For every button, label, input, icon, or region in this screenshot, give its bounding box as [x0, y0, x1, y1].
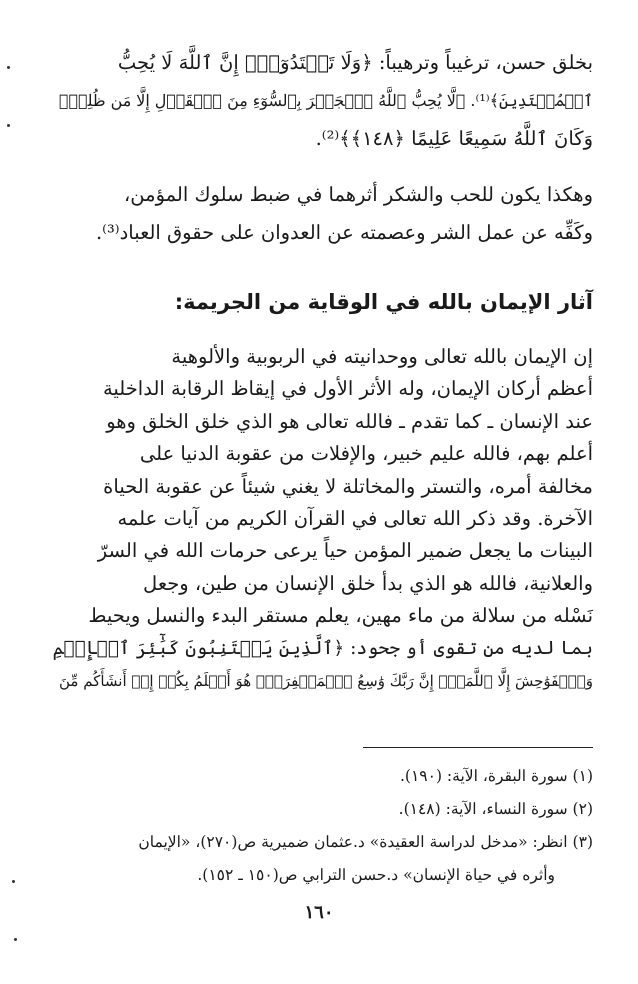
text-line: بما لديه من تقوى أو جحود: ﴿ٱلَّذِينَ يَجۡتَنِبُونَ كَبَٰٓئِرَ ٱلۡإِثۡمِ: [52, 637, 593, 659]
footnote-divider: [363, 747, 593, 748]
intro-paragraph: [53, 44, 593, 158]
footnotes: [48, 760, 593, 892]
text-line: والعلانية، فالله هو الذي بدأ خلق الإنسان من طين، وجعل: [143, 571, 593, 595]
text-line: وكَفِّه عن عمل الشر وعصمته عن العدوان على حقوق العباد⁽³⁾.: [95, 221, 593, 244]
page-number: ١٦٠: [304, 902, 334, 923]
footnote-3-continuation: وأثره في حياة الإنسان» د.حسن الترابي ص(١٥٠ ـ ١٥٢).: [197, 866, 555, 884]
footnote-3: [48, 826, 593, 859]
footnote-text: انظر: «مدخل لدراسة العقيدة» د.عثمان ضميرية ص(٢٧٠)، «الإيمان: [138, 833, 568, 851]
text-line: ٱلۡمُعۡتَدِينَ﴾⁽¹⁾. ﴿لَّا يُحِبُّ ٱللَّهُ ٱلۡجَهۡرَ بِٱلسُّوٓءِ مِنَ ٱلۡقَوۡلِ إِلَّا مَن ظُلِمَۚ: [59, 91, 593, 110]
scan-speck: [7, 124, 10, 127]
text-line: عند الإنسان ـ كما تقدم ـ فالله تعالى هو الذي خلق الخلق وهو: [106, 409, 593, 433]
text-line: البينات ما يجعل ضمير المؤمن حياً يرعى حرمات الله في السرّ: [97, 539, 593, 563]
footnote-number: (٢): [572, 800, 593, 818]
body-paragraph: [53, 341, 593, 697]
text-line: الآخرة. وقد ذكر الله تعالى في القرآن الكريم من آيات علمه: [117, 507, 593, 531]
text-line: نَسْله من سلالة من ماء مهين، يعلم مستقر البدء والنسل ويحيط: [88, 604, 593, 628]
footnote-1: [48, 760, 593, 793]
footnote-number: (١): [572, 767, 593, 785]
footnote-text: سورة البقرة، الآية: (١٩٠).: [399, 767, 568, 785]
text-line: وهكذا يكون للحب والشكر أثرهما في ضبط سلوك المؤمن،: [124, 183, 593, 206]
second-paragraph: [53, 176, 593, 252]
text-line: وَكَانَ ٱللَّهُ سَمِيعًا عَلِيمًا ﴿١٤٨﴾﴾⁽²⁾.: [315, 127, 593, 150]
text-line: أعظم أركان الإيمان، وله الأثر الأول في إيقاظ الرقابة الداخلية: [102, 377, 593, 401]
scan-speck: [14, 938, 17, 941]
footnote-2: [48, 793, 593, 826]
footnote-text: سورة النساء، الآية: (١٤٨).: [398, 800, 568, 818]
text-line: إن الإيمان بالله تعالى ووحدانيته في الربوبية والألوهية: [171, 345, 593, 368]
footnote-number: (٣): [572, 833, 593, 851]
text-line: أعلم بهم، فالله عليم خبير، والإفلات من عقوبة الدنيا على: [139, 442, 593, 466]
text-line: مخالفة أمره، والتستر والمخاتلة لا يغني شيئاً عن عقوبة الحياة: [103, 474, 593, 498]
text-line: بخلق حسن، ترغيباً وترهيباً: ﴿وَلَا تَعۡتَدُوٓاْۚ إِنَّ ٱللَّهَ لَا يُحِبُّ: [117, 51, 593, 74]
section-heading: آثار الإيمان بالله في الوقاية من الجريمة:: [174, 290, 593, 314]
text-line: وَٱلۡفَوَٰحِشَ إِلَّا ٱللَّمَمَۚ إِنَّ رَبَّكَ وَٰسِعُ ٱلۡمَغۡفِرَةِۚ هُوَ أَعۡلَمُ بِكُمۡ إِذۡ أَنشَأَكُم مِّنَ: [58, 672, 593, 691]
scan-speck: [7, 66, 10, 69]
scan-speck: [12, 880, 15, 883]
